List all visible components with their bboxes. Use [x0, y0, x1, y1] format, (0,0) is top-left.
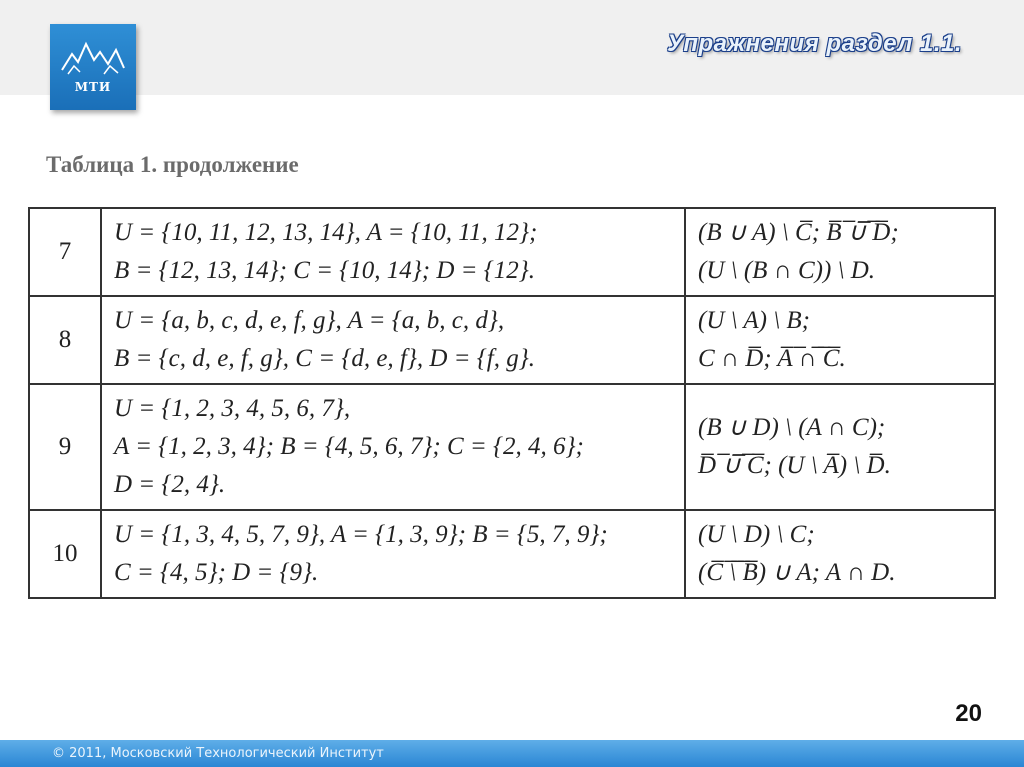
- table-caption: Таблица 1. продолжение: [46, 152, 299, 177]
- sets-cell: [101, 510, 685, 598]
- set-definition: U = {10, 11, 12, 13, 14}, A = {10, 11, 12};: [114, 219, 538, 246]
- set-definition: B = {c, d, e, f, g}, C = {d, e, f}, D = {f, g}.: [114, 345, 535, 372]
- sets-cell: [101, 208, 685, 296]
- slide-title: Упражнения раздел 1.1.: [667, 30, 962, 57]
- footer-copyright: © 2011, Московский Технологический Институт: [52, 746, 384, 761]
- table-row: [29, 296, 995, 384]
- expression: (U \ A) \ B;: [698, 307, 811, 334]
- sets-cell: [101, 296, 685, 384]
- page-number: 20: [955, 700, 982, 727]
- expressions-cell: [685, 296, 995, 384]
- set-definition: C = {4, 5}; D = {9}.: [114, 559, 319, 586]
- set-definition: U = {1, 2, 3, 4, 5, 6, 7},: [114, 395, 351, 422]
- expression: (C̅ ̅\̅ ̅B̅) ∪ A; A ∩ D.: [698, 559, 896, 586]
- set-definition: U = {a, b, c, d, e, f, g}, A = {a, b, c, d},: [114, 307, 505, 334]
- expression: D̅ ̅∪̅ ̅C̅; (U \ A̅) \ D̅.: [698, 452, 891, 479]
- expression: (U \ (B ∩ C)) \ D.: [698, 257, 876, 284]
- row-number: 8: [29, 296, 101, 384]
- expression: (U \ D) \ C;: [698, 521, 815, 548]
- expressions-cell: [685, 208, 995, 296]
- expression: C ∩ D̅; A̅ ̅∩̅ ̅C̅.: [698, 345, 846, 372]
- expression: (B ∪ D) \ (A ∩ C);: [698, 414, 886, 441]
- set-definition: A = {1, 2, 3, 4}; B = {4, 5, 6, 7}; C = {2, 4, 6};: [114, 433, 584, 460]
- institute-logo: [50, 24, 136, 110]
- expressions-cell: [685, 510, 995, 598]
- exercise-table: [28, 207, 996, 599]
- mountains-icon: [60, 40, 126, 76]
- set-definition: D = {2, 4}.: [114, 471, 226, 498]
- row-number: 7: [29, 208, 101, 296]
- expressions-cell: [685, 384, 995, 510]
- logo-text: МТИ: [74, 80, 112, 94]
- footer-band: [0, 740, 1024, 767]
- row-number: 9: [29, 384, 101, 510]
- set-definition: U = {1, 3, 4, 5, 7, 9}, A = {1, 3, 9}; B = {5, 7, 9};: [114, 521, 608, 548]
- sets-cell: [101, 384, 685, 510]
- table-row: [29, 510, 995, 598]
- table-row: [29, 208, 995, 296]
- row-number: 10: [29, 510, 101, 598]
- expression: (B ∪ A) \ C̅; B̅ ̅∪̅ ̅D̅;: [698, 219, 899, 246]
- table-row: [29, 384, 995, 510]
- set-definition: B = {12, 13, 14}; C = {10, 14}; D = {12}.: [114, 257, 535, 284]
